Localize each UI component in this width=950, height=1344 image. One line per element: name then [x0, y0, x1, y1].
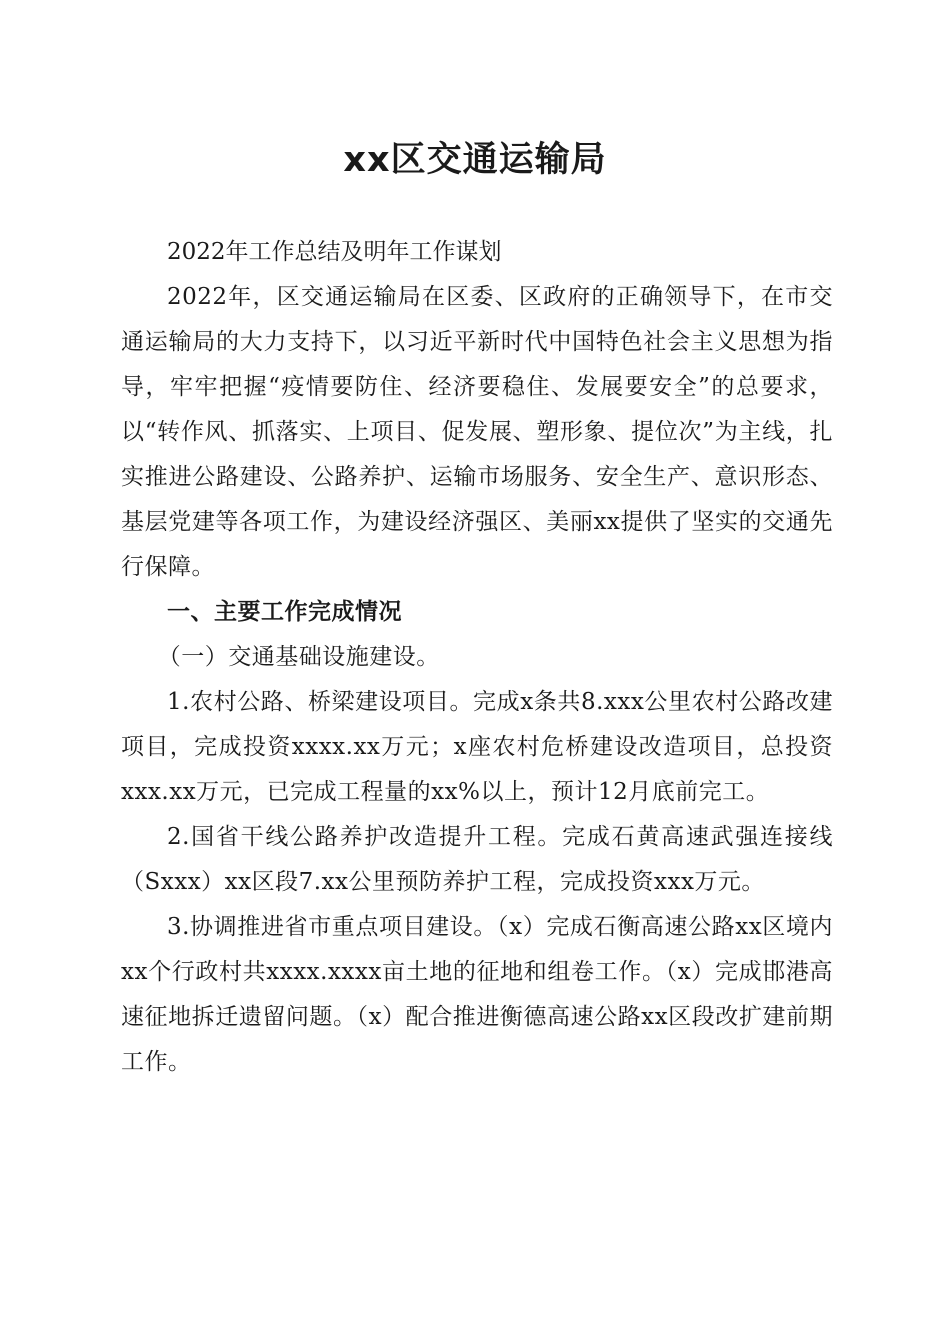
subsection-heading-infrastructure: （一）交通基础设施建设。	[157, 644, 440, 670]
document-title: xx区交通运输局	[343, 140, 607, 180]
section-heading-main-work: 一、主要工作完成情况	[167, 599, 402, 625]
paragraph-item-3: 3.协调推进省市重点项目建设。（x）完成石衡高速公路xx区境内xx个行政村共xxxx.xxxx亩土地的征地和组卷工作。（x）完成邯港高速征地拆迁遗留问题。（x）配合推进衡德高速公路xx区段改扩建前期工作。	[121, 914, 833, 1075]
document-body	[121, 230, 833, 1085]
document-subtitle: 2022年工作总结及明年工作谋划	[167, 239, 502, 265]
paragraph-item-2: 2.国省干线公路养护改造提升工程。完成石黄高速武强连接线（Sxxx）xx区段7.xx公里预防养护工程，完成投资xxx万元。	[121, 824, 833, 895]
intro-paragraph: 2022年，区交通运输局在区委、区政府的正确领导下，在市交通运输局的大力支持下，以习近平新时代中国特色社会主义思想为指导，牢牢把握“疫情要防住、经济要稳住、发展要安全”的总要求，以“转作风、抓落实、上项目、促发展、塑形象、提位次”为主线，扎实推进公路建设、公路养护、运输市场服务、安全生产、意识形态、基层党建等各项工作，为建设经济强区、美丽xx提供了坚实的交通先行保障。	[121, 284, 833, 580]
paragraph-item-1: 1.农村公路、桥梁建设项目。完成x条共8.xxx公里农村公路改建项目，完成投资xxxx.xx万元；x座农村危桥建设改造项目，总投资xxx.xx万元，已完成工程量的xx%以上，预计12月底前完工。	[121, 689, 833, 805]
